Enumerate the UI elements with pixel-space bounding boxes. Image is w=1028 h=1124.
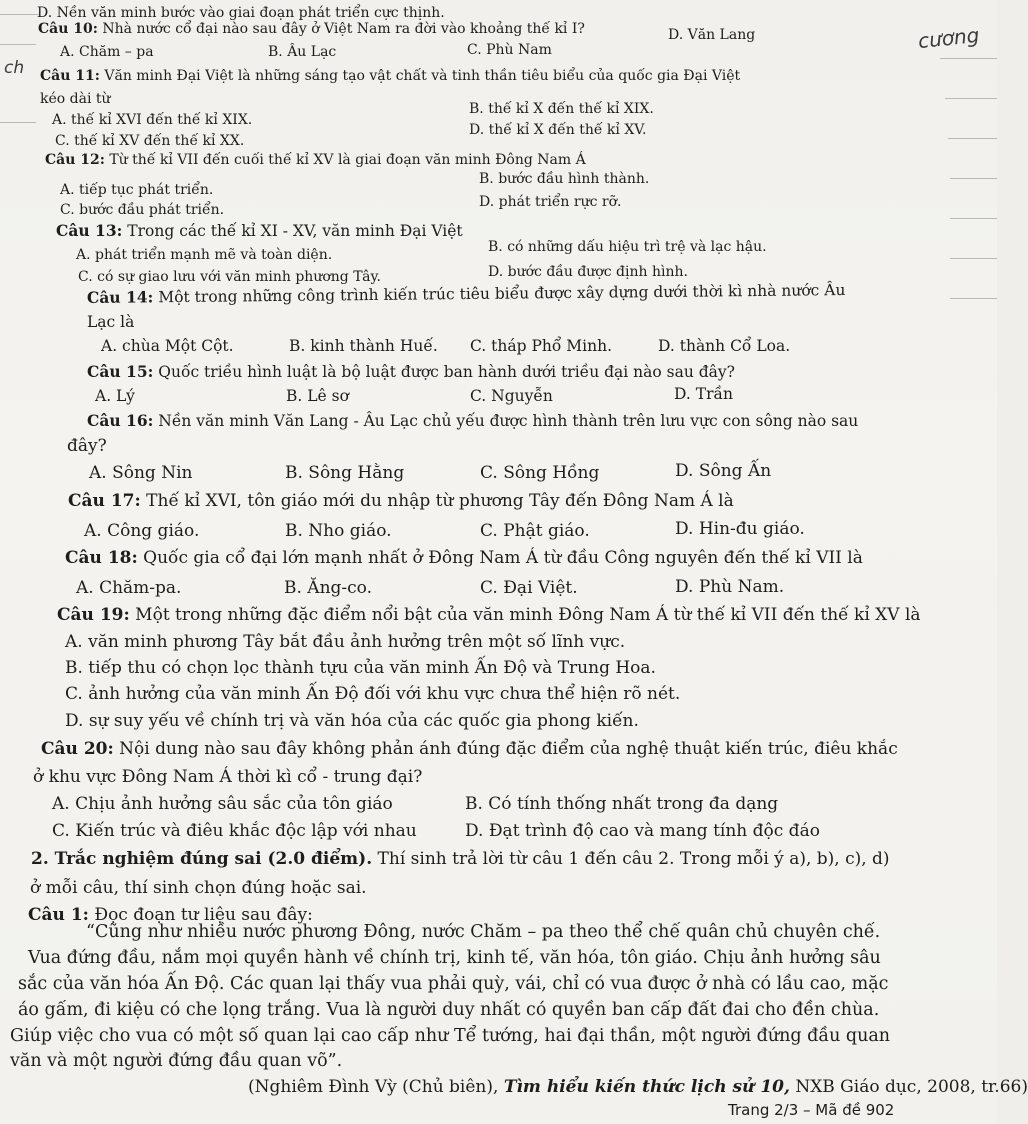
q14-option-b: B. kinh thành Huế. xyxy=(289,337,438,355)
q19-text: Một trong những đặc điểm nổi bật của văn minh Đông Nam Á từ thế kỉ VII đến thế kỉ XV là xyxy=(135,605,921,625)
q12-stem xyxy=(45,153,586,167)
q12-option-d: D. phát triển rực rỡ. xyxy=(479,194,622,210)
q11-option-b: B. thế kỉ X đến thế kỉ XIX. xyxy=(469,101,654,117)
q15-option-c: C. Nguyễn xyxy=(470,387,553,405)
q14-text: Một trong những công trình kiến trúc tiêu biểu được xây dựng dưới thời kì nhà nước Âu xyxy=(158,281,846,307)
q11-option-a: A. thế kỉ XVI đến thế kỉ XIX. xyxy=(52,112,253,128)
page-footer: Trang 2/3 – Mã đề 902 xyxy=(728,1101,895,1119)
source-title: Tìm hiểu kiến thức lịch sử 10, xyxy=(503,1077,790,1097)
q10-option-b: B. Âu Lạc xyxy=(268,44,337,60)
q14-option-a: A. chùa Một Cột. xyxy=(101,337,234,355)
q19-option-b: B. tiếp thu có chọn lọc thành tựu của văn minh Ấn Độ và Trung Hoa. xyxy=(65,658,656,678)
margin-rule xyxy=(0,122,36,123)
q20-option-b: B. Có tính thống nhất trong đa dạng xyxy=(465,794,779,814)
q11-label: Câu 11: xyxy=(40,68,100,84)
q20-text: Nội dung nào sau đây không phản ánh đúng đặc điểm của nghệ thuật kiến trúc, điêu khắc xyxy=(119,739,898,759)
q20-option-c: C. Kiến trúc và điêu khắc độc lập với nhau xyxy=(52,821,417,841)
handwritten-margin-note: cương xyxy=(916,22,981,54)
q10-option-d: D. Văn Lang xyxy=(668,27,756,43)
q16-text: Nền văn minh Văn Lang - Âu Lạc chủ yếu được hình thành trên lưu vực con sông nào sau xyxy=(158,412,859,430)
section2-text-cont: ở mỗi câu, thí sinh chọn đúng hoặc sai. xyxy=(30,878,367,898)
q16-option-c: C. Sông Hồng xyxy=(480,463,600,483)
q18-stem xyxy=(65,550,863,567)
q12-text: Từ thế kỉ VII đến cuối thế kỉ XV là giai đoạn văn minh Đông Nam Á xyxy=(109,152,586,168)
q17-stem xyxy=(68,493,734,510)
q10-label: Câu 10: xyxy=(38,21,98,37)
q16-option-b: B. Sông Hằng xyxy=(285,463,405,483)
q11-option-d: D. thế kỉ X đến thế kỉ XV. xyxy=(469,122,647,138)
q17-option-a: A. Công giáo. xyxy=(84,521,200,541)
q19-option-c: C. ảnh hưởng của văn minh Ấn Độ đối với khu vực chưa thể hiện rõ nét. xyxy=(65,684,681,704)
q13-option-c: C. có sự giao lưu với văn minh phương Tây. xyxy=(78,269,381,285)
q18-option-d: D. Phù Nam. xyxy=(675,577,785,597)
q14-stem xyxy=(87,282,846,306)
margin-rule xyxy=(0,14,40,15)
q18-option-b: B. Ăng-co. xyxy=(284,578,373,598)
q20-stem xyxy=(41,741,898,758)
section2-text: Thí sinh trả lời từ câu 1 đến câu 2. Trong mỗi ý a), b), c), d) xyxy=(377,849,890,869)
q15-option-a: A. Lý xyxy=(95,387,135,405)
margin-rule xyxy=(948,138,997,139)
q20-option-a: A. Chịu ảnh hưởng sâu sắc của tôn giáo xyxy=(52,794,393,814)
q12-option-c: C. bước đầu phát triển. xyxy=(60,202,225,218)
q11-stem-cont: kéo dài từ xyxy=(40,91,111,107)
q10-option-c: C. Phù Nam xyxy=(467,42,552,58)
q20-option-d: D. Đạt trình độ cao và mang tính độc đáo xyxy=(465,821,820,841)
q16-option-a: A. Sông Nin xyxy=(89,463,193,483)
q17-option-c: C. Phật giáo. xyxy=(480,521,590,541)
q14-stem-cont: Lạc là xyxy=(87,313,135,331)
q18-text: Quốc gia cổ đại lớn mạnh nhất ở Đông Nam Á từ đầu Công nguyên đến thế kỉ VII là xyxy=(143,548,863,568)
section2-heading-line xyxy=(31,851,890,868)
q11-stem xyxy=(40,69,740,83)
source-author: (Nghiêm Đình Vỳ (Chủ biên), xyxy=(248,1077,499,1097)
q11-option-c: C. thế kỉ XV đến thế kỉ XX. xyxy=(55,133,245,149)
q15-label: Câu 15: xyxy=(87,362,154,381)
q20-stem-cont: ở khu vực Đông Nam Á thời kì cổ - trung đại? xyxy=(33,767,423,787)
q18-option-a: A. Chăm-pa. xyxy=(76,578,182,598)
margin-rule xyxy=(950,218,997,219)
q13-option-b: B. có những dấu hiệu trì trệ và lạc hậu. xyxy=(488,239,767,255)
q16-stem xyxy=(87,413,858,430)
margin-rule xyxy=(950,298,997,299)
q19-stem xyxy=(57,607,921,624)
q12-label: Câu 12: xyxy=(45,152,105,168)
p1-label: Câu 1: xyxy=(28,905,89,925)
q16-stem-cont: đây? xyxy=(67,436,107,456)
q13-label: Câu 13: xyxy=(56,221,123,240)
source-publisher: NXB Giáo dục, 2008, tr.66) xyxy=(795,1077,1028,1097)
q13-option-d: D. bước đầu được định hình. xyxy=(488,264,688,280)
q15-option-b: B. Lê sơ xyxy=(286,387,349,405)
q17-text: Thế kỉ XVI, tôn giáo mới du nhập từ phương Tây đến Đông Nam Á là xyxy=(146,491,734,511)
q19-label: Câu 19: xyxy=(57,605,130,625)
q15-stem xyxy=(87,364,735,381)
q18-label: Câu 18: xyxy=(65,548,138,568)
q16-option-d: D. Sông Ấn xyxy=(675,461,772,481)
q13-option-a: A. phát triển mạnh mẽ và toàn diện. xyxy=(76,247,333,263)
q14-label: Câu 14: xyxy=(86,287,154,307)
q10-stem xyxy=(38,22,585,36)
q10-text: Nhà nước cổ đại nào sau đây ở Việt Nam ra đời vào khoảng thế kỉ I? xyxy=(102,21,585,37)
q19-option-d: D. sự suy yếu về chính trị và văn hóa của các quốc gia phong kiến. xyxy=(65,711,639,731)
margin-rule xyxy=(0,44,36,45)
q12-option-a: A. tiếp tục phát triển. xyxy=(60,182,214,198)
q19-option-a: A. văn minh phương Tây bắt đầu ảnh hưởng trên một số lĩnh vực. xyxy=(65,632,626,652)
margin-rule xyxy=(940,58,997,59)
q13-stem xyxy=(56,223,463,240)
margin-rule xyxy=(950,178,997,179)
q9-option-d: D. Nền văn minh bước vào giai đoạn phát triển cực thịnh. xyxy=(37,5,445,21)
p1-text: Đọc đoạn tư liệu sau đây: xyxy=(94,905,313,925)
q17-label: Câu 17: xyxy=(68,491,141,511)
margin-rule xyxy=(945,98,997,99)
q14-option-d: D. thành Cổ Loa. xyxy=(658,337,791,355)
q15-text: Quốc triều hình luật là bộ luật được ban hành dưới triều đại nào sau đây? xyxy=(158,363,735,381)
q20-label: Câu 20: xyxy=(41,739,114,759)
quote-line: áo gấm, đi kiệu có che lọng trắng. Vua là người duy nhất có quyền ban cấp đất đai cho đền chùa. xyxy=(18,1000,880,1020)
quote-line: “Cũng như nhiều nước phương Đông, nước Chăm – pa theo thể chế quân chủ chuyên chế. xyxy=(86,922,881,942)
quote-line: Vua đứng đầu, nắm mọi quyền hành về chính trị, kinh tế, văn hóa, tôn giáo. Chịu ảnh hưởng sâu xyxy=(28,948,881,968)
quote-line: văn và một người đứng đầu quan võ”. xyxy=(10,1051,343,1071)
q15-option-d: D. Trần xyxy=(674,385,733,403)
margin-rule xyxy=(950,258,997,259)
q11-text: Văn minh Đại Việt là những sáng tạo vật chất và tinh thần tiêu biểu của quốc gia Đại Việt xyxy=(104,68,741,84)
section2-heading: 2. Trắc nghiệm đúng sai (2.0 điểm). xyxy=(31,849,373,869)
q12-option-b: B. bước đầu hình thành. xyxy=(479,171,650,187)
quote-line: sắc của văn hóa Ấn Độ. Các quan lại thấy vua phải quỳ, vái, chỉ có vua được ở nhà có lầu cao, mặc xyxy=(18,974,889,994)
passage-source xyxy=(248,1079,1028,1096)
quote-line: Giúp việc cho vua có một số quan lại cao cấp như Tể tướng, hai đại thần, một người đứng đầu quan xyxy=(10,1026,891,1046)
q18-option-c: C. Đại Việt. xyxy=(480,578,578,598)
q10-option-a: A. Chăm – pa xyxy=(60,44,154,60)
q13-text: Trong các thế kỉ XI - XV, văn minh Đại Việt xyxy=(127,222,463,240)
q17-option-d: D. Hin-đu giáo. xyxy=(675,519,805,539)
handwritten-left-mark: ch xyxy=(4,58,25,78)
q17-option-b: B. Nho giáo. xyxy=(285,521,392,541)
q14-option-c: C. tháp Phổ Minh. xyxy=(470,337,613,355)
q16-label: Câu 16: xyxy=(87,411,154,430)
